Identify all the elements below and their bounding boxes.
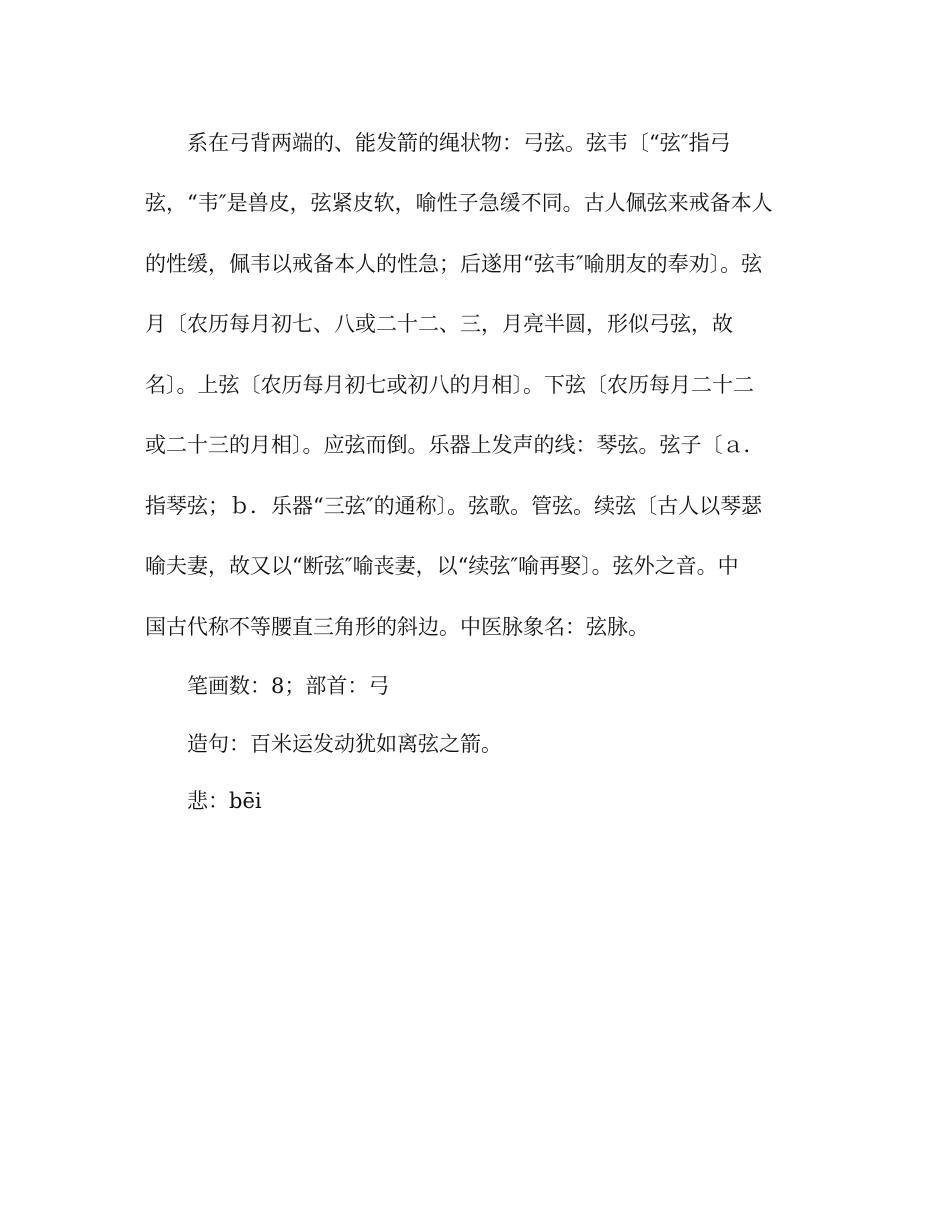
paragraph-line-6: 或二十三的月相〕。应弦而倒。乐器上发声的线：琴弦。弦子〔ａ． bbox=[145, 433, 765, 457]
strokes-radical-line: 笔画数：8；部首：弓 bbox=[187, 674, 390, 698]
paragraph-line-7: 指琴弦；ｂ．乐器“三弦″的通称〕。弦歌。管弦。续弦〔古人以琴瑟 bbox=[145, 494, 763, 518]
paragraph-line-5: 名〕。上弦〔农历每月初七或初八的月相〕。下弦〔农历每月二十二 bbox=[145, 373, 754, 397]
paragraph-line-4: 月〔农历每月初七、八或二十二、三，月亮半圆，形似弓弦，故 bbox=[145, 312, 733, 336]
paragraph-line-9: 国古代称不等腰直三角形的斜边。中医脉象名：弦脉。 bbox=[145, 615, 649, 639]
paragraph-line-1: 系在弓背两端的、能发箭的绳状物：弓弦。弦韦〔“弦″指弓 bbox=[187, 131, 731, 155]
paragraph-line-8: 喻夫妻，故又以“断弦″喻丧妻，以“续弦″喻再娶〕。弦外之音。中 bbox=[145, 554, 739, 578]
next-entry-line: 悲：bēi bbox=[187, 789, 262, 813]
paragraph-line-2: 弦，“韦″是兽皮，弦紧皮软，喻性子急缓不同。古人佩弦来戒备本人 bbox=[145, 191, 773, 215]
paragraph-line-3: 的性缓，佩韦以戒备本人的性急；后遂用“弦韦″喻朋友的奉劝〕。弦 bbox=[145, 252, 763, 276]
example-sentence-line: 造句：百米运发动犹如离弦之箭。 bbox=[187, 732, 502, 756]
